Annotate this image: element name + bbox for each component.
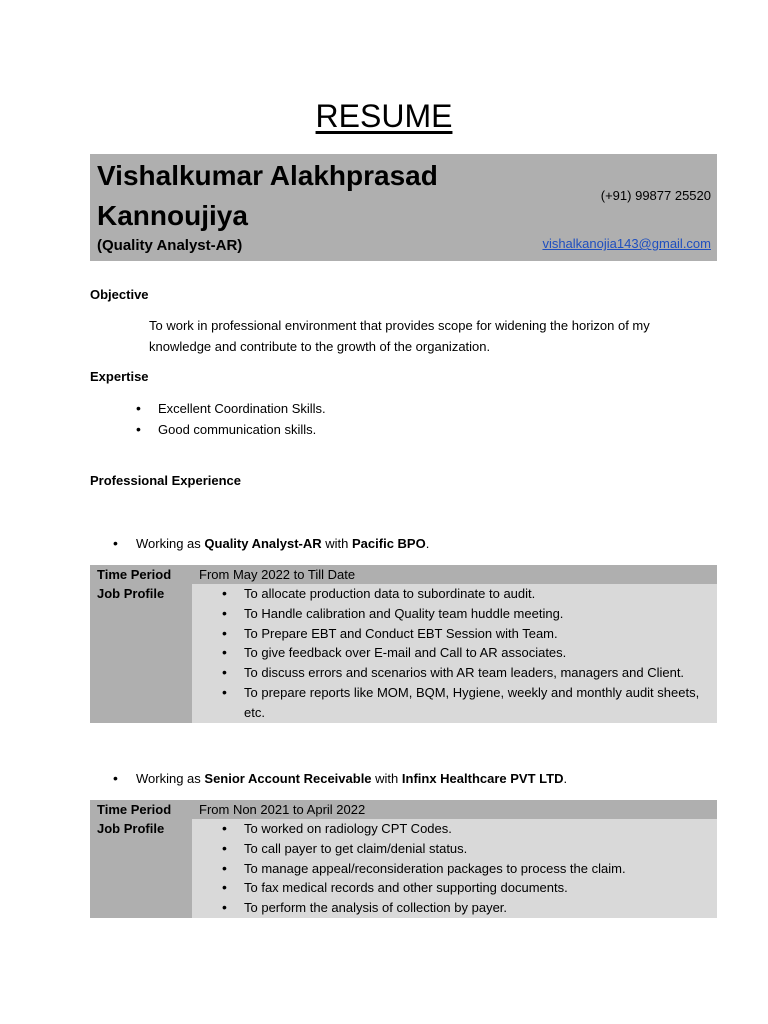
time-period-label: Time Period — [90, 800, 192, 819]
candidate-name: Vishalkumar Alakhprasad Kannoujiya — [97, 160, 438, 231]
duty-item: • To prepare reports like MOM, BQM, Hygiene, weekly and monthly audit sheets, etc. — [222, 683, 709, 723]
job-profile-label: Job Profile — [90, 584, 192, 723]
duty-item: • To allocate production data to subordinate to audit. — [222, 584, 709, 604]
experience-summary — [113, 535, 429, 551]
time-period-value: From Non 2021 to April 2022 — [192, 800, 717, 819]
expertise-heading: Expertise — [90, 369, 149, 384]
experience-table — [90, 565, 717, 723]
summary-role: Senior Account Receivable — [204, 771, 372, 786]
job-profile-duties — [192, 584, 717, 723]
job-profile-label: Job Profile — [90, 819, 192, 918]
summary-with: with — [321, 536, 353, 551]
duty-item: • To perform the analysis of collection by payer. — [222, 898, 709, 918]
job-profile-row — [90, 584, 717, 723]
expertise-item: • Good communication skills. — [136, 419, 326, 440]
duty-item: • To fax medical records and other supporting documents. — [222, 878, 709, 898]
bullet-icon: • — [113, 535, 118, 551]
experience-heading: Professional Experience — [90, 473, 242, 488]
duty-item: • To call payer to get claim/denial status. — [222, 839, 709, 859]
summary-with: with — [371, 771, 402, 786]
bullet-icon: • — [113, 770, 118, 786]
duty-item: • To Handle calibration and Quality team huddle meeting. — [222, 604, 709, 624]
duty-item: • To discuss errors and scenarios with AR team leaders, managers and Client. — [222, 663, 709, 683]
objective-heading: Objective — [90, 287, 149, 302]
email-link[interactable]: vishalkanojia143@gmail.com — [542, 236, 711, 251]
objective-text: To work in professional environment that provides scope for widening the horizon of my knowledge and contribute to the growth of the organization. — [149, 318, 650, 354]
experience-summary — [113, 770, 567, 786]
summary-intro: Working as — [136, 771, 205, 786]
expertise-item: • Excellent Coordination Skills. — [136, 398, 326, 419]
summary-company: Pacific BPO — [352, 536, 426, 551]
candidate-role: (Quality Analyst-AR) — [97, 237, 243, 254]
summary-end: . — [425, 536, 430, 551]
header-band — [90, 154, 717, 261]
time-period-label: Time Period — [90, 565, 192, 584]
duty-item: • To worked on radiology CPT Codes. — [222, 819, 709, 839]
duty-item: • To Prepare EBT and Conduct EBT Session with Team. — [222, 624, 709, 644]
summary-company: Infinx Healthcare PVT LTD — [401, 771, 564, 786]
resume-title: RESUME — [315, 98, 453, 134]
job-profile-duties — [192, 819, 717, 918]
time-period-value: From May 2022 to Till Date — [192, 565, 717, 584]
time-period-row — [90, 800, 717, 819]
duty-item: • To manage appeal/reconsideration packages to process the claim. — [222, 859, 709, 879]
duty-item: • To give feedback over E-mail and Call to AR associates. — [222, 643, 709, 663]
time-period-row — [90, 565, 717, 584]
expertise-list — [136, 398, 326, 440]
summary-intro: Working as — [136, 536, 205, 551]
phone-number: (+91) 99877 25520 — [600, 188, 711, 203]
summary-role: Quality Analyst-AR — [204, 536, 322, 551]
experience-table — [90, 800, 717, 918]
summary-end: . — [563, 771, 568, 786]
job-profile-row — [90, 819, 717, 918]
